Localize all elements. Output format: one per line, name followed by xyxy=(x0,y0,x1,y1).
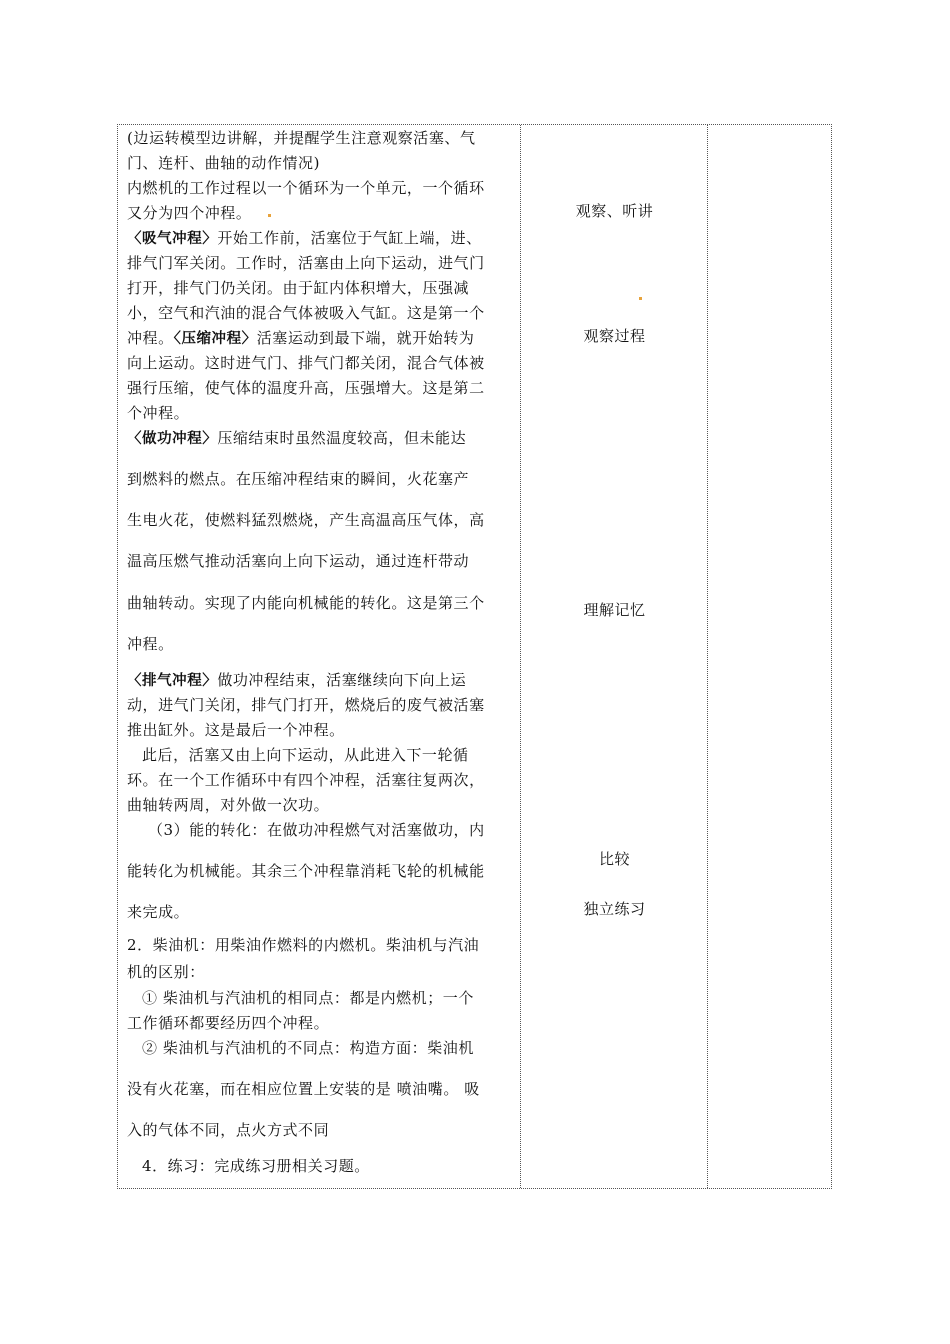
student-activity-column xyxy=(521,125,708,1188)
exhaust-stroke-label: 〈排气冲程〉 xyxy=(127,673,218,689)
notes-column xyxy=(708,125,832,1188)
text-line: 能转化为机械能。其余三个冲程靠消耗飞轮的机械能 xyxy=(127,862,485,880)
activity-understand-memorize: 理解记忆 xyxy=(583,601,646,619)
text-line: 小，空气和汽油的混合气体被吸入气缸。这是第一个 xyxy=(127,304,485,322)
activity-observe-process: 观察过程 xyxy=(583,327,646,345)
text-line: (边运转模型边讲解，并提醒学生注意观察活塞、气 xyxy=(127,129,476,147)
text-line: 曲轴转动。实现了内能向机械能的转化。这是第三个 xyxy=(127,594,485,612)
text-line: 温高压燃气推动活塞向上向下运动，通过连杆带动 xyxy=(127,552,470,570)
text-line: 向上运动。这时进气门、排气门都关闭，混合气体被 xyxy=(127,354,485,372)
text-line: 工作循环都要经历四个冲程。 xyxy=(127,1014,330,1032)
intake-stroke-label: 〈吸气冲程〉 xyxy=(127,231,218,247)
text-line: 强行压缩，使气体的温度升高，压强增大。这是第二 xyxy=(127,379,485,397)
text-line: ② 柴油机与汽油机的不同点：构造方面：柴油机 xyxy=(142,1039,474,1057)
text-line: 个冲程。 xyxy=(127,404,190,422)
speck-mark xyxy=(268,214,271,217)
text-line: 2．柴油机：用柴油作燃料的内燃机。柴油机与汽油 xyxy=(127,936,480,954)
speck-mark xyxy=(639,297,642,300)
text-line: 排气门军关闭。工作时，活塞由上向下运动，进气门 xyxy=(127,254,485,272)
text-line: 生电火花，使燃料猛烈燃烧，产生高温高压气体，高 xyxy=(127,511,485,529)
text-line: 到燃料的燃点。在压缩冲程结束的瞬间，火花塞产 xyxy=(127,470,470,488)
text-line: 〈排气冲程〉做功冲程结束，活塞继续向下向上运 xyxy=(127,671,467,689)
text-line: 〈做功冲程〉压缩结束时虽然温度较高，但未能达 xyxy=(127,429,467,447)
compression-stroke-label: 〈压缩冲程〉 xyxy=(173,331,257,347)
text-line: 又分为四个冲程。 xyxy=(127,204,252,222)
text-line: （3）能的转化：在做功冲程燃气对活塞做功，内 xyxy=(148,821,485,839)
text-line: 没有火花塞，而在相应位置上安装的是 喷油嘴。 吸 xyxy=(127,1080,480,1098)
lesson-table xyxy=(117,124,832,1189)
teaching-content-column xyxy=(118,125,521,1188)
text-line: 内燃机的工作过程以一个循环为一个单元，一个循环 xyxy=(127,179,485,197)
activity-observe-listen: 观察、听讲 xyxy=(575,202,654,220)
text-line: 〈吸气冲程〉开始工作前，活塞位于气缸上端，进、 xyxy=(127,229,482,247)
power-stroke-label: 〈做功冲程〉 xyxy=(127,431,218,447)
text-line: 入的气体不同，点火方式不同 xyxy=(127,1121,330,1139)
text-line: 机的区别： xyxy=(127,963,205,981)
activity-compare: 比较 xyxy=(598,850,630,868)
text-line: ① 柴油机与汽油机的相同点：都是内燃机；一个 xyxy=(142,989,474,1007)
text-line: 打开，排气门仍关闭。由于缸内体积增大，压强减 xyxy=(127,279,470,297)
text-line: 冲程。 xyxy=(127,635,174,653)
text-line: 4．练习：完成练习册相关习题。 xyxy=(142,1157,370,1175)
text-line: 曲轴转两周，对外做一次功。 xyxy=(127,796,330,814)
text-line: 来完成。 xyxy=(127,903,190,921)
text-line: 环。在一个工作循环中有四个冲程，活塞往复两次， xyxy=(127,771,485,789)
text-line: 动，进气门关闭，排气门打开，燃烧后的废气被活塞 xyxy=(127,696,485,714)
activity-independent-practice: 独立练习 xyxy=(583,900,646,918)
text-line: 此后，活塞又由上向下运动，从此进入下一轮循 xyxy=(142,746,469,764)
text-line: 冲程。〈压缩冲程〉活塞运动到最下端，就开始转为 xyxy=(127,329,475,347)
text-line: 门、连杆、曲轴的动作情况) xyxy=(127,154,321,172)
text-line: 推出缸外。这是最后一个冲程。 xyxy=(127,721,345,739)
